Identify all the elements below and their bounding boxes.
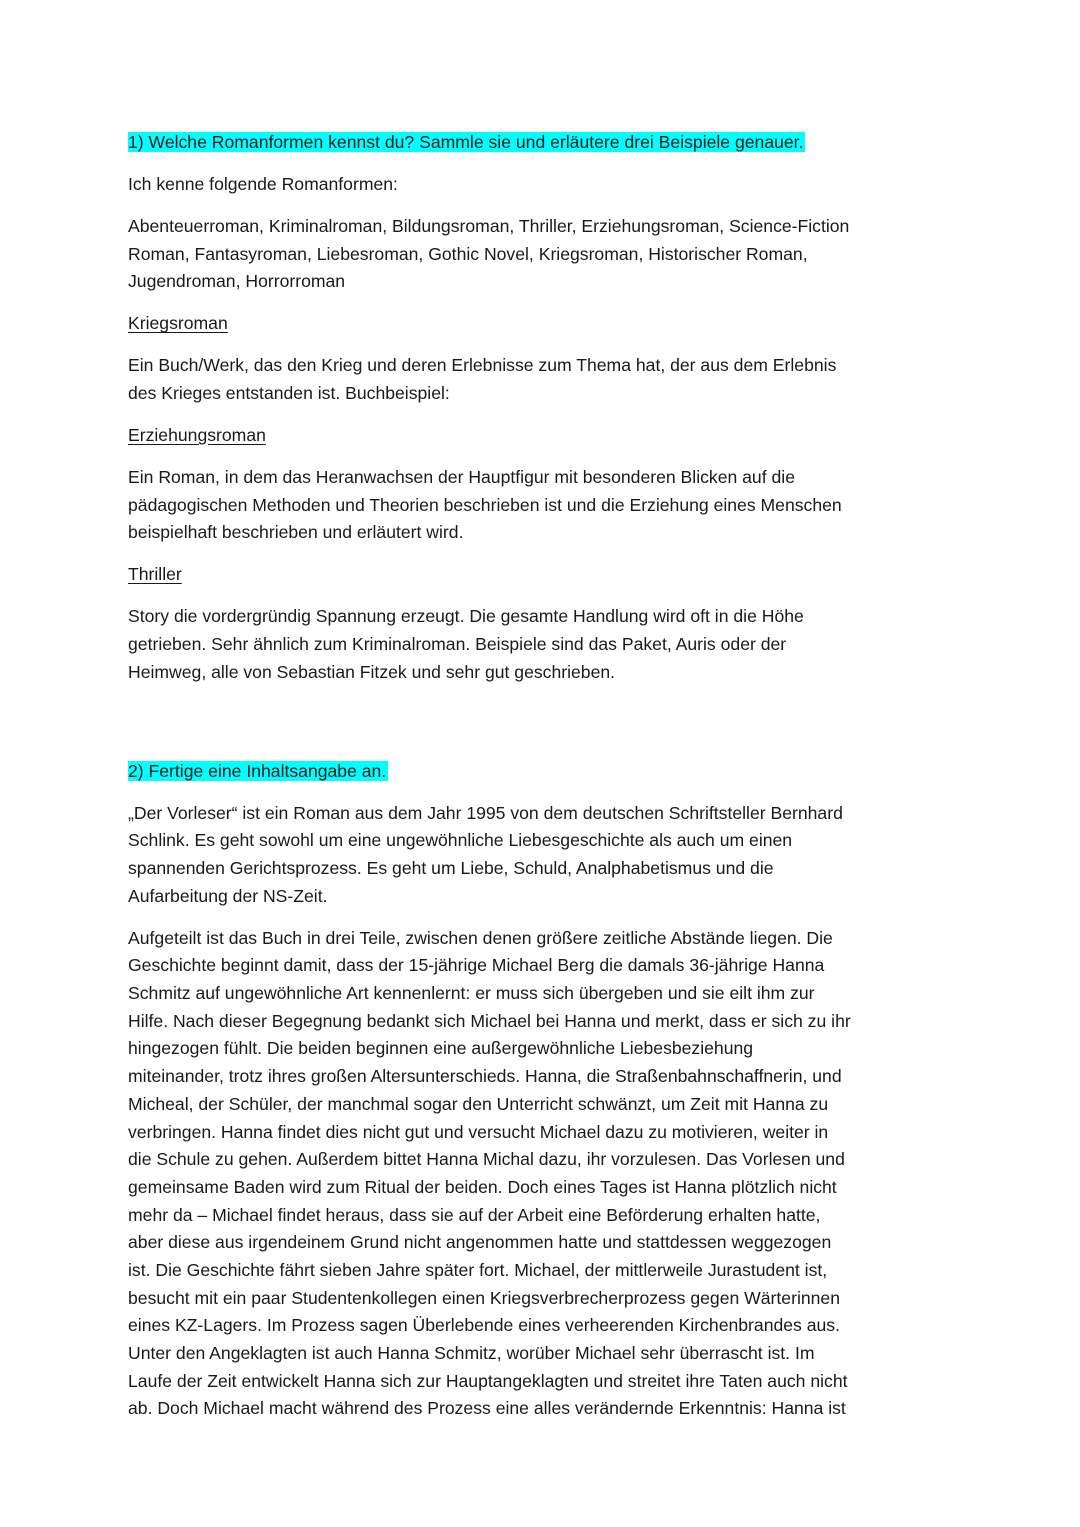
- text-line-content: besucht mit ein paar Studentenkollegen einen Kriegsverbrecherprozess gegen Wärterinnen: [128, 1287, 840, 1308]
- text-line: [128, 603, 968, 631]
- text-line: [128, 659, 968, 687]
- text-line: [128, 380, 968, 408]
- text-line: [128, 758, 968, 786]
- text-line-content: beispielhaft beschrieben und erläutert wird.: [128, 522, 464, 543]
- text-line: [128, 268, 968, 296]
- text-line-content: Schmitz auf ungewöhnliche Art kennenlernt: er muss sich übergeben und sie eilt ihm zur: [128, 983, 815, 1004]
- text-line: [128, 310, 968, 338]
- text-line-content: pädagogischen Methoden und Theorien beschrieben ist und die Erziehung eines Menschen: [128, 494, 842, 515]
- text-line: [128, 519, 968, 547]
- question-heading: [128, 129, 968, 157]
- text-line: [128, 1368, 968, 1396]
- text-line: [128, 1063, 968, 1091]
- text-line: [128, 855, 968, 883]
- text-line: [128, 129, 968, 157]
- subheading: [128, 310, 968, 338]
- text-line-content: Laufe der Zeit entwickelt Hanna sich zur Hauptangeklagten und streitet ihre Taten auch nicht: [128, 1370, 848, 1391]
- text-line-content: Geschichte beginnt damit, dass der 15-jährige Michael Berg die damals 36-jährige Hanna: [128, 955, 825, 976]
- subheading: [128, 422, 968, 450]
- text-line-content: Hilfe. Nach dieser Begegnung bedankt sich Michael bei Hanna und merkt, dass er sich zu ihr: [128, 1010, 851, 1031]
- text-line-content: des Krieges entstanden ist. Buchbeispiel:: [128, 383, 450, 403]
- text-line: [128, 800, 968, 828]
- text-line: [128, 925, 968, 953]
- text-line-content: spannenden Gerichtsprozess. Es geht um Liebe, Schuld, Analphabetismus und die: [128, 858, 774, 879]
- paragraph: [128, 603, 968, 686]
- text-line: [128, 1091, 968, 1119]
- text-line: [128, 1340, 968, 1368]
- text-line: [128, 241, 968, 269]
- text-line: [128, 1008, 968, 1036]
- paragraph: [128, 925, 968, 1423]
- text-line: [128, 980, 968, 1008]
- text-line-content: Erziehungsroman: [128, 424, 266, 445]
- subheading: [128, 561, 968, 589]
- text-line: [128, 492, 968, 520]
- text-line-content: Roman, Fantasyroman, Liebesroman, Gothic Novel, Kriegsroman, Historischer Roman,: [128, 243, 808, 264]
- text-line: [128, 883, 968, 911]
- text-line-content: Kriegsroman: [128, 313, 228, 334]
- text-line-content: Jugendroman, Horrorroman: [128, 271, 346, 292]
- text-line-content: miteinander, trotz ihres großen Altersunterschieds. Hanna, die Straßenbahnschaffnerin, und: [128, 1066, 842, 1087]
- text-line: [128, 352, 968, 380]
- text-line: [128, 1395, 968, 1423]
- text-line: [128, 422, 968, 450]
- text-line-content: Ich kenne folgende Romanformen:: [128, 173, 398, 194]
- text-line-content: ab. Doch Michael macht während des Prozess eine alles verändernde Erkenntnis: Hanna ist: [128, 1398, 846, 1419]
- text-line: [128, 1285, 968, 1313]
- text-line: [128, 827, 968, 855]
- text-line: [128, 1257, 968, 1285]
- text-line: [128, 464, 968, 492]
- text-line-content: ist. Die Geschichte fährt sieben Jahre später fort. Michael, der mittlerweile Jurastudent ist,: [128, 1259, 828, 1280]
- text-line-content: getrieben. Sehr ähnlich zum Kriminalroman. Beispiele sind das Paket, Auris oder der: [128, 634, 787, 654]
- text-line-content: Unter den Angeklagten ist auch Hanna Schmitz, worüber Michael sehr überrascht ist. Im: [128, 1343, 815, 1364]
- text-line-content: eines KZ-Lagers. Im Prozess sagen Überlebende eines verheerenden Kirchenbrandes aus.: [128, 1315, 840, 1336]
- text-line: [128, 1035, 968, 1063]
- text-line-content: Schlink. Es geht sowohl um eine ungewöhnliche Liebesgeschichte als auch um einen: [128, 830, 793, 851]
- paragraph: [128, 352, 968, 407]
- text-line: [128, 171, 968, 199]
- text-line-content: „Der Vorleser“ ist ein Roman aus dem Jahr 1995 von dem deutschen Schriftsteller Bernhard: [128, 802, 843, 823]
- text-line-content: Heimweg, alle von Sebastian Fitzek und sehr gut geschrieben.: [128, 661, 616, 682]
- text-line: [128, 1119, 968, 1147]
- paragraph: [128, 171, 968, 199]
- text-line: [128, 1146, 968, 1174]
- question-heading: [128, 758, 968, 786]
- text-line-content: Micheal, der Schüler, der manchmal sogar den Unterricht schwänzt, um Zeit mit Hanna zu: [128, 1093, 829, 1114]
- text-line-content: Ein Buch/Werk, das den Krieg und deren Erlebnisse zum Thema hat, der aus dem Erlebnis: [128, 355, 837, 376]
- text-line-content: verbringen. Hanna findet dies nicht gut und versucht Michael dazu zu motivieren, weiter in: [128, 1121, 829, 1142]
- text-line-content: Story die vordergründig Spannung erzeugt. Die gesamte Handlung wird oft in die Höhe: [128, 606, 804, 627]
- text-line-content: Aufarbeitung der NS-Zeit.: [128, 885, 328, 906]
- text-line: [128, 1174, 968, 1202]
- text-line: [128, 1202, 968, 1230]
- spacer: [128, 701, 968, 758]
- paragraph: [128, 464, 968, 547]
- text-line-content: die Schule zu gehen. Außerdem bittet Hanna Michal dazu, ihr vorzulesen. Das Vorlesen und: [128, 1149, 845, 1170]
- text-line-content: gemeinsame Baden wird zum Ritual der beiden. Doch eines Tages ist Hanna plötzlich nicht: [128, 1176, 837, 1197]
- text-line-content: mehr da – Michael findet heraus, dass sie auf der Arbeit eine Beförderung erhalten hatte,: [128, 1204, 821, 1225]
- text-line: [128, 952, 968, 980]
- text-line-content: Abenteuerroman, Kriminalroman, Bildungsroman, Thriller, Erziehungsroman, Science-Fiction: [128, 215, 850, 236]
- document-page: [128, 129, 968, 1437]
- paragraph: [128, 800, 968, 911]
- text-line: [128, 631, 968, 659]
- text-line-content: Aufgeteilt ist das Buch in drei Teile, zwischen denen größere zeitliche Abstände liegen. Die: [128, 927, 833, 948]
- text-line: [128, 1312, 968, 1340]
- text-line-content: Ein Roman, in dem das Heranwachsen der Hauptfigur mit besonderen Blicken auf die: [128, 466, 795, 487]
- text-line-content: 1) Welche Romanformen kennst du? Sammle sie und erläutere drei Beispiele genauer.: [128, 132, 804, 152]
- text-line: [128, 213, 968, 241]
- text-line-content: Thriller: [128, 564, 182, 585]
- text-line: [128, 561, 968, 589]
- text-line: [128, 1229, 968, 1257]
- paragraph: [128, 213, 968, 296]
- text-line-content: hingezogen fühlt. Die beiden beginnen eine außergewöhnliche Liebesbeziehung: [128, 1038, 754, 1059]
- text-line-content: 2) Fertige eine Inhaltsangabe an.: [128, 760, 387, 781]
- text-line-content: aber diese aus irgendeinem Grund nicht angenommen hatte und stattdessen weggezogen: [128, 1232, 832, 1253]
